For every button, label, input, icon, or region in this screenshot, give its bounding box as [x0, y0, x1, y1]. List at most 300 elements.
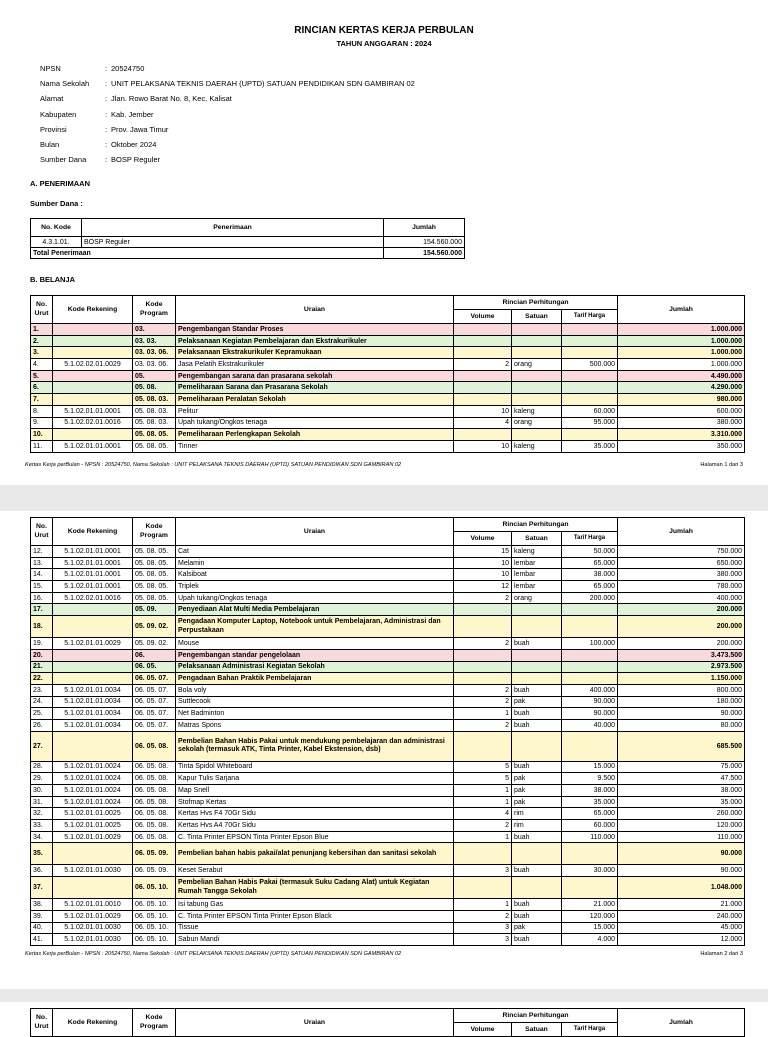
- cell-kode-rekening: 5.1.02.01.01.0025: [53, 808, 133, 820]
- cell-kode-program: 06. 05. 08.: [133, 731, 176, 761]
- cell-kode-rekening: 5.1.02.01.01.0030: [53, 865, 133, 877]
- belanja-table-page-2: [30, 517, 745, 946]
- cell-uraian: Triplek: [176, 581, 454, 593]
- total-label: Total Penerimaan: [31, 248, 384, 259]
- cell-no: 20.: [31, 649, 53, 661]
- info-value: UNIT PELAKSANA TEKNIS DAERAH (UPTD) SATUAN PENDIDIKAN SDN GAMBIRAN 02: [111, 79, 415, 89]
- cell-kode-rekening: 5.1.02.02.01.0016: [53, 417, 133, 429]
- cell-jumlah: 685.500: [618, 731, 745, 761]
- info-colon: :: [104, 124, 108, 134]
- cell-jumlah: 38.000: [618, 785, 745, 797]
- cell-tarif: 65.000: [562, 581, 618, 593]
- cell-tarif: [562, 429, 618, 441]
- col-kode-rekening: Kode Rekening: [53, 296, 133, 324]
- page-number: Halaman 1 dari 3: [700, 462, 743, 468]
- info-row: [40, 125, 415, 140]
- cell-kode-rekening: 5.1.02.01.01.0024: [53, 761, 133, 773]
- table-row: [31, 934, 745, 946]
- cell-kode-program: 05. 08. 05.: [133, 429, 176, 441]
- table-row: [31, 773, 745, 785]
- table-row: [31, 405, 745, 417]
- cell-volume: 12: [454, 581, 512, 593]
- cell-uraian: C. Tinta Printer EPSON Tinta Printer Epson Black: [176, 910, 454, 922]
- cell-tarif: 90.000: [562, 696, 618, 708]
- cell-jumlah: 3.310.000: [618, 429, 745, 441]
- table-row: [31, 557, 745, 569]
- cell-kode-rekening: [53, 394, 133, 406]
- col-kode-program: Kode Program: [133, 296, 176, 324]
- cell-jumlah: 350.000: [618, 440, 745, 452]
- cell-kode-program: 05. 08.: [133, 382, 176, 394]
- cell-kode-program: 05.: [133, 370, 176, 382]
- cell-volume: [454, 877, 512, 899]
- col-kode-program: Kode Program: [133, 1009, 176, 1037]
- cell-tarif: [562, 324, 618, 336]
- table-row: [31, 335, 745, 347]
- col-satuan: Satuan: [512, 310, 562, 324]
- info-value: Oktober 2024: [111, 139, 157, 149]
- cell-kode-program: 06. 05. 08.: [133, 785, 176, 797]
- cell-volume: 4: [454, 417, 512, 429]
- cell-volume: 3: [454, 934, 512, 946]
- cell-volume: 3: [454, 865, 512, 877]
- cell-kode-rekening: 5.1.02.01.01.0025: [53, 820, 133, 832]
- table-row: [31, 237, 465, 248]
- table-row: [31, 820, 745, 832]
- info-row: [40, 155, 415, 170]
- cell-uraian: Cat: [176, 546, 454, 558]
- cell-satuan: lembar: [512, 569, 562, 581]
- cell-jumlah: 80.000: [618, 719, 745, 731]
- cell-tarif: [562, 335, 618, 347]
- cell-satuan: rim: [512, 808, 562, 820]
- cell-jumlah: 380.000: [618, 417, 745, 429]
- col-kode-rekening: Kode Rekening: [53, 518, 133, 546]
- cell-uraian: Tinner: [176, 440, 454, 452]
- cell-satuan: buah: [512, 638, 562, 650]
- info-value: Kab. Jember: [111, 109, 154, 119]
- cell-jumlah: 1.048.000: [618, 877, 745, 899]
- cell-no: 9.: [31, 417, 53, 429]
- cell-volume: 15: [454, 546, 512, 558]
- cell-tarif: 65.000: [562, 557, 618, 569]
- cell-kode-program: 06. 05. 08.: [133, 761, 176, 773]
- cell-tarif: [562, 347, 618, 359]
- table-row: [31, 796, 745, 808]
- table-row: [31, 592, 745, 604]
- info-row: [40, 140, 415, 155]
- cell-no: 23.: [31, 684, 53, 696]
- cell-kode-program: 06. 05. 10.: [133, 899, 176, 911]
- cell-no: 30.: [31, 785, 53, 797]
- table-row: [31, 616, 745, 638]
- cell-kode-rekening: 5.1.02.01.01.0024: [53, 796, 133, 808]
- table-row: [31, 440, 745, 452]
- cell-jumlah: 35.000: [618, 796, 745, 808]
- cell-kode-rekening: [53, 661, 133, 673]
- cell-kode-rekening: 5.1.02.01.01.0029: [53, 638, 133, 650]
- cell-tarif: [562, 661, 618, 673]
- cell-tarif: 100.000: [562, 638, 618, 650]
- cell-kode-rekening: 5.1.02.01.01.0024: [53, 785, 133, 797]
- table-row: [31, 865, 745, 877]
- table-row: [31, 831, 745, 843]
- cell-uraian: Melamin: [176, 557, 454, 569]
- total-row: [31, 248, 465, 259]
- document-page-2: [0, 511, 768, 989]
- cell-uraian: Matras Spons: [176, 719, 454, 731]
- cell-tarif: [562, 649, 618, 661]
- col-uraian: Uraian: [176, 518, 454, 546]
- cell-kode-program: 03. 03. 06.: [133, 359, 176, 371]
- cell-volume: 3: [454, 922, 512, 934]
- cell-no: 33.: [31, 820, 53, 832]
- cell-kode-rekening: [53, 731, 133, 761]
- cell-volume: [454, 616, 512, 638]
- cell-tarif: 4.000: [562, 934, 618, 946]
- cell-satuan: pak: [512, 696, 562, 708]
- cell-no: 7.: [31, 394, 53, 406]
- cell-uraian: Tinta Spidol Whiteboard: [176, 761, 454, 773]
- cell-kode-rekening: 5.1.02.01.01.0034: [53, 708, 133, 720]
- page-separator: [0, 485, 768, 511]
- info-colon: :: [104, 155, 108, 165]
- cell-no: 12.: [31, 546, 53, 558]
- cell-no: 3.: [31, 347, 53, 359]
- cell-no: 1.: [31, 324, 53, 336]
- cell-no: 18.: [31, 616, 53, 638]
- cell-no: 2.: [31, 335, 53, 347]
- cell-satuan: [512, 324, 562, 336]
- cell-no: 24.: [31, 696, 53, 708]
- cell-uraian: Pelaksanaan Kegiatan Pembelajaran dan Ekstrakurikuler: [176, 335, 454, 347]
- cell-kode-program: 06. 05.: [133, 661, 176, 673]
- document-subtitle: TAHUN ANGGARAN : 2024: [336, 39, 432, 48]
- cell-jumlah: 750.000: [618, 546, 745, 558]
- cell-tarif: 95.000: [562, 417, 618, 429]
- cell-uraian: Upah tukang/Ongkos tenaga: [176, 592, 454, 604]
- cell-no: 38.: [31, 899, 53, 911]
- page-separator: [0, 989, 768, 1002]
- cell-kode-program: 06. 05. 07.: [133, 673, 176, 685]
- cell-volume: 1: [454, 708, 512, 720]
- cell-satuan: [512, 877, 562, 899]
- table-row: [31, 661, 745, 673]
- cell-kode-program: 05. 08. 05.: [133, 569, 176, 581]
- cell-kode-rekening: 5.1.02.01.01.0034: [53, 684, 133, 696]
- cell-volume: [454, 661, 512, 673]
- info-value: 20524750: [111, 64, 145, 73]
- cell-uraian: Pembelian Bahan Habis Pakai (termasuk Suku Cadang Alat) untuk Kegiatan Rumah Tangga Sekolah: [176, 877, 454, 899]
- table-row: [31, 761, 745, 773]
- cell-no: 29.: [31, 773, 53, 785]
- cell-kode-program: 06. 05. 07.: [133, 684, 176, 696]
- cell-volume: 2: [454, 696, 512, 708]
- cell-satuan: [512, 843, 562, 865]
- cell-jumlah: 12.000: [618, 934, 745, 946]
- cell-kode-program: 05. 08. 05.: [133, 581, 176, 593]
- cell-no: 27.: [31, 731, 53, 761]
- cell-volume: [454, 604, 512, 616]
- cell-satuan: [512, 429, 562, 441]
- table-row: [31, 324, 745, 336]
- cell-volume: 1: [454, 899, 512, 911]
- cell-jumlah: 200.000: [618, 604, 745, 616]
- cell-uraian: Pelaksanaan Ekstrakurikuler Kepramukaan: [176, 347, 454, 359]
- cell-satuan: buah: [512, 831, 562, 843]
- table-row: [31, 785, 745, 797]
- table-row: [31, 370, 745, 382]
- col-uraian: Uraian: [176, 1009, 454, 1037]
- cell-uraian: Penyediaan Alat Multi Media Pembelajaran: [176, 604, 454, 616]
- cell-kode-rekening: [53, 347, 133, 359]
- cell-uraian: Upah tukang/Ongkos tenaga: [176, 417, 454, 429]
- footer-text: Kertas Kerja perBulan - NPSN : 20524750, Nama Sekolah : UNIT PELAKSANA TEKNIS DAERAH (UPTD) SATUAN PENDIDIKAN SDN GAMBIRAN 02: [25, 462, 402, 468]
- cell-uraian: Keset Serabut: [176, 865, 454, 877]
- cell-tarif: 38.000: [562, 569, 618, 581]
- col-kode-program: Kode Program: [133, 518, 176, 546]
- cell-satuan: buah: [512, 684, 562, 696]
- cell-satuan: kaleng: [512, 440, 562, 452]
- cell-jumlah: 21.000: [618, 899, 745, 911]
- cell-kode-rekening: 5.1.02.01.01.0029: [53, 910, 133, 922]
- info-label: Bulan: [40, 139, 60, 149]
- cell-no: 14.: [31, 569, 53, 581]
- cell-no: 40.: [31, 922, 53, 934]
- cell-volume: 5: [454, 761, 512, 773]
- cell-volume: [454, 731, 512, 761]
- cell-uraian: Map Snell: [176, 785, 454, 797]
- cell-satuan: buah: [512, 934, 562, 946]
- cell-tarif: 21.000: [562, 899, 618, 911]
- cell-volume: 2: [454, 719, 512, 731]
- cell-tarif: [562, 370, 618, 382]
- cell-uraian: Pengembangan standar pengelolaan: [176, 649, 454, 661]
- cell-volume: 10: [454, 557, 512, 569]
- col-rincian: Rincian Perhitungan: [454, 296, 618, 310]
- cell-satuan: pak: [512, 796, 562, 808]
- table-row: [31, 696, 745, 708]
- cell-kode-program: 06. 05. 07.: [133, 719, 176, 731]
- cell-jumlah: 120.000: [618, 820, 745, 832]
- col-satuan: Satuan: [512, 532, 562, 546]
- col-volume: Volume: [454, 310, 512, 324]
- cell-no: 11.: [31, 440, 53, 452]
- col-penerimaan: Penerimaan: [82, 219, 384, 237]
- cell-kode-rekening: 5.1.02.01.01.0030: [53, 922, 133, 934]
- cell-no: 22.: [31, 673, 53, 685]
- cell-uraian: Net Badminton: [176, 708, 454, 720]
- cell-volume: 10: [454, 405, 512, 417]
- table-row: [31, 569, 745, 581]
- cell-uraian: Kalsiboat: [176, 569, 454, 581]
- cell-jumlah: 2.973.500: [618, 661, 745, 673]
- info-colon: :: [104, 139, 108, 149]
- cell-kode-program: 05. 08. 05.: [133, 546, 176, 558]
- cell-jumlah: 90.000: [618, 843, 745, 865]
- cell-kode-rekening: [53, 382, 133, 394]
- cell-kode-rekening: 5.1.02.01.01.0001: [53, 581, 133, 593]
- cell-uraian: Sabun Mandi: [176, 934, 454, 946]
- cell-kode-rekening: [53, 673, 133, 685]
- cell-volume: 2: [454, 592, 512, 604]
- cell-kode-program: 06. 05. 09.: [133, 843, 176, 865]
- table-row: [31, 899, 745, 911]
- info-label: Nama Sekolah: [40, 79, 90, 89]
- cell-uraian: Pembelian Bahan Habis Pakai untuk mendukung pembelajaran dan administrasi sekolah (termasuk ATK, Tinta Printer, Kabel Ekstension, dsb): [176, 731, 454, 761]
- cell-kode-rekening: 5.1.02.01.01.0034: [53, 696, 133, 708]
- col-no-kode: No. Kode: [31, 219, 82, 237]
- cell-satuan: [512, 347, 562, 359]
- cell-tarif: [562, 877, 618, 899]
- cell-kode-program: 06. 05. 08.: [133, 831, 176, 843]
- cell-uraian: Pelitur: [176, 405, 454, 417]
- cell-satuan: buah: [512, 708, 562, 720]
- cell-uraian: Pemeliharaan Peralatan Sekolah: [176, 394, 454, 406]
- cell-jumlah: 650.000: [618, 557, 745, 569]
- cell-no: 16.: [31, 592, 53, 604]
- col-tarif: Tarif Harga: [562, 310, 618, 324]
- cell-volume: [454, 370, 512, 382]
- cell-tarif: [562, 394, 618, 406]
- col-jumlah: Jumlah: [384, 219, 465, 237]
- cell-no: 39.: [31, 910, 53, 922]
- cell-kode-program: 06. 05. 10.: [133, 910, 176, 922]
- cell-jumlah: 1.000.000: [618, 335, 745, 347]
- cell-tarif: 90.000: [562, 708, 618, 720]
- cell-satuan: [512, 649, 562, 661]
- cell-kode-program: 05. 09.: [133, 604, 176, 616]
- table-row: [31, 417, 745, 429]
- info-value: Prov. Jawa Timur: [111, 124, 169, 134]
- penerimaan-table: [30, 218, 465, 259]
- col-jumlah: Jumlah: [618, 518, 745, 546]
- cell-uraian: Jasa Pelatih Ekstrakurikuler: [176, 359, 454, 371]
- info-row: [40, 79, 415, 94]
- cell-uraian: Pemeliharaan Perlengkapan Sekolah: [176, 429, 454, 441]
- table-row: [31, 684, 745, 696]
- cell-kode-program: 06. 05. 10.: [133, 922, 176, 934]
- cell-kode-rekening: 5.1.02.02.01.0016: [53, 592, 133, 604]
- cell-uraian: Bola voly: [176, 684, 454, 696]
- col-no-urut: No. Urut: [31, 1009, 53, 1037]
- cell-jumlah: 90.000: [618, 708, 745, 720]
- cell-no: 25.: [31, 708, 53, 720]
- table-row: [31, 429, 745, 441]
- cell-kode-rekening: 5.1.02.01.01.0030: [53, 934, 133, 946]
- cell-satuan: [512, 661, 562, 673]
- cell-volume: [454, 673, 512, 685]
- cell-satuan: [512, 604, 562, 616]
- cell-satuan: orang: [512, 359, 562, 371]
- cell-kode-rekening: [53, 335, 133, 347]
- cell-jumlah: 1.000.000: [618, 347, 745, 359]
- table-row: [31, 546, 745, 558]
- table-row: [31, 649, 745, 661]
- cell-nama: BOSP Reguler: [82, 237, 384, 248]
- cell-uraian: Pengadaan Komputer Laptop, Notebook untuk Pembelajaran, Administrasi dan Perpustakaan: [176, 616, 454, 638]
- cell-kode-program: 05. 08. 05.: [133, 557, 176, 569]
- info-row: [40, 94, 415, 109]
- table-row: [31, 638, 745, 650]
- info-colon: :: [104, 109, 108, 119]
- cell-kode-program: 06. 05. 08.: [133, 808, 176, 820]
- col-kode-rekening: Kode Rekening: [53, 1009, 133, 1037]
- col-volume: Volume: [454, 1023, 512, 1037]
- col-jumlah: Jumlah: [618, 1009, 745, 1037]
- cell-kode-rekening: 5.1.02.01.01.0001: [53, 557, 133, 569]
- cell-uraian: Pengembangan sarana dan prasarana sekolah: [176, 370, 454, 382]
- cell-kode-program: 05. 09. 02.: [133, 638, 176, 650]
- cell-satuan: buah: [512, 910, 562, 922]
- table-row: [31, 877, 745, 899]
- cell-kode-program: 06. 05. 08.: [133, 773, 176, 785]
- total-value: 154.560.000: [384, 248, 465, 259]
- cell-no: 19.: [31, 638, 53, 650]
- table-row: [31, 673, 745, 685]
- cell-kode-program: 05. 08. 03.: [133, 405, 176, 417]
- cell-kode-program: 06. 05. 07.: [133, 708, 176, 720]
- document-title: RINCIAN KERTAS KERJA PERBULAN: [294, 25, 474, 36]
- table-row: [31, 382, 745, 394]
- cell-tarif: [562, 616, 618, 638]
- cell-kode-rekening: 5.1.02.01.01.0001: [53, 440, 133, 452]
- cell-satuan: [512, 370, 562, 382]
- info-label: Sumber Dana: [40, 155, 87, 165]
- table-row: [31, 394, 745, 406]
- cell-no: 5.: [31, 370, 53, 382]
- table-row: [31, 347, 745, 359]
- cell-kode-program: 06.: [133, 649, 176, 661]
- cell-tarif: [562, 843, 618, 865]
- cell-kode-program: 03. 03.: [133, 335, 176, 347]
- cell-tarif: 40.000: [562, 719, 618, 731]
- cell-satuan: buah: [512, 719, 562, 731]
- cell-jumlah: 600.000: [618, 405, 745, 417]
- cell-volume: [454, 429, 512, 441]
- cell-uraian: Pengembangan Standar Proses: [176, 324, 454, 336]
- sumber-dana-label: Sumber Dana :: [30, 199, 83, 208]
- cell-jumlah: 780.000: [618, 581, 745, 593]
- cell-kode-program: 05. 08. 03.: [133, 394, 176, 406]
- cell-satuan: lembar: [512, 581, 562, 593]
- cell-tarif: 120.000: [562, 910, 618, 922]
- cell-satuan: [512, 382, 562, 394]
- table-row: [31, 581, 745, 593]
- cell-tarif: [562, 604, 618, 616]
- info-row: [40, 64, 415, 79]
- cell-volume: [454, 394, 512, 406]
- cell-satuan: kaleng: [512, 546, 562, 558]
- cell-kode-program: 06. 05. 10.: [133, 934, 176, 946]
- cell-satuan: pak: [512, 785, 562, 797]
- cell-jumlah: 47.500: [618, 773, 745, 785]
- cell-jumlah: 4.290.000: [618, 382, 745, 394]
- cell-kode: 4.3.1.01.: [31, 237, 82, 248]
- cell-volume: [454, 843, 512, 865]
- cell-no: 35.: [31, 843, 53, 865]
- cell-no: 17.: [31, 604, 53, 616]
- cell-jumlah: 3.473.500: [618, 649, 745, 661]
- cell-kode-program: 06. 05. 08.: [133, 796, 176, 808]
- cell-kode-program: 05. 08. 05.: [133, 592, 176, 604]
- cell-volume: 2: [454, 684, 512, 696]
- cell-kode-program: 05. 09. 02.: [133, 616, 176, 638]
- cell-tarif: [562, 731, 618, 761]
- cell-kode-rekening: 5.1.02.01.01.0029: [53, 831, 133, 843]
- info-label: Kabupaten: [40, 109, 77, 119]
- table-row: [31, 922, 745, 934]
